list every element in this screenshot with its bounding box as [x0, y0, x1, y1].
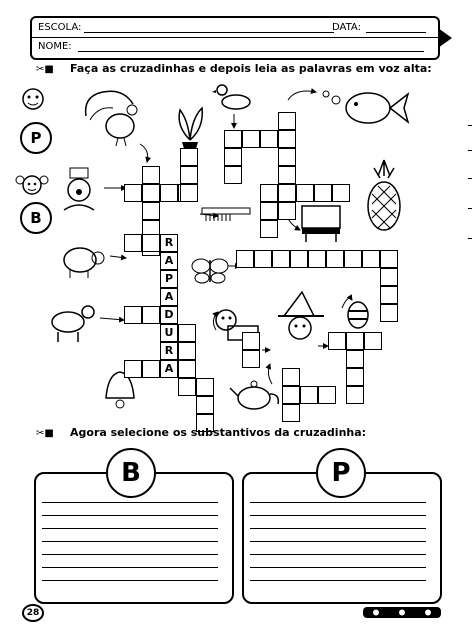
crossword-cell[interactable]: [278, 148, 296, 166]
crossword-cell[interactable]: [160, 184, 178, 202]
letter-p-circle: P: [316, 448, 366, 498]
writing-line[interactable]: [250, 541, 426, 542]
crossword-cell[interactable]: [380, 286, 398, 304]
crossword-cell[interactable]: [296, 184, 314, 202]
crossword-cell[interactable]: [278, 130, 296, 148]
crossword-cell[interactable]: [346, 386, 364, 404]
crossword-cell[interactable]: [178, 342, 196, 360]
crossword-cell[interactable]: [272, 250, 290, 268]
crossword-cell[interactable]: [178, 360, 196, 378]
crossword-cell[interactable]: [346, 332, 364, 350]
crossword-cell[interactable]: [180, 148, 198, 166]
crossword-cell[interactable]: [380, 268, 398, 286]
crossword-cell[interactable]: [282, 386, 300, 404]
crossword-cell[interactable]: [242, 130, 260, 148]
crossword-cell[interactable]: [260, 220, 278, 238]
crossword-cell[interactable]: [364, 332, 382, 350]
writing-line[interactable]: [250, 580, 426, 581]
crossword-letter-cell: R: [160, 342, 178, 360]
crossword-cell[interactable]: [344, 250, 362, 268]
school-label: ESCOLA:: [38, 22, 82, 33]
crossword-cell[interactable]: [142, 234, 160, 252]
writing-line[interactable]: [42, 554, 218, 555]
crossword-cell[interactable]: [196, 396, 214, 414]
writing-line[interactable]: [42, 541, 218, 542]
crossword-cell[interactable]: [142, 202, 160, 220]
crossword-cell[interactable]: [328, 332, 346, 350]
crossword-cell[interactable]: [318, 386, 336, 404]
writing-line[interactable]: [42, 528, 218, 529]
writing-line[interactable]: [250, 554, 426, 555]
crossword-instruction: Faça as cruzadinhas e depois leia as palavras em voz alta:: [70, 62, 432, 75]
writing-line[interactable]: [250, 528, 426, 529]
crossword-cell[interactable]: [380, 304, 398, 322]
crossword-cell[interactable]: [242, 332, 260, 350]
crossword-cell[interactable]: [124, 306, 142, 324]
crossword-letter-cell: P: [160, 270, 178, 288]
writing-line[interactable]: [250, 515, 426, 516]
crossword-cell[interactable]: [290, 250, 308, 268]
letter-b-circle: B: [106, 448, 156, 498]
writing-line[interactable]: [250, 502, 426, 503]
crossword-cell[interactable]: [124, 184, 142, 202]
scissors-icon: ✂■: [36, 428, 54, 439]
crossword-cell[interactable]: [332, 184, 350, 202]
crossword-cell[interactable]: [224, 148, 242, 166]
letter-p-badge: P: [20, 122, 52, 154]
crossword-cell[interactable]: [300, 386, 318, 404]
crossword-cell[interactable]: [278, 184, 296, 202]
crossword-cell[interactable]: [124, 360, 142, 378]
crossword-cell[interactable]: [142, 360, 160, 378]
crossword-cell[interactable]: [178, 324, 196, 342]
crossword-cell[interactable]: [260, 130, 278, 148]
crossword-cell[interactable]: [196, 378, 214, 396]
crossword-cell[interactable]: [346, 350, 364, 368]
crossword-cell[interactable]: [278, 202, 296, 220]
crossword-cell[interactable]: [180, 184, 198, 202]
crossword-cell[interactable]: [278, 112, 296, 130]
crossword-cell[interactable]: [124, 234, 142, 252]
writing-line[interactable]: [42, 580, 218, 581]
writing-line[interactable]: [250, 567, 426, 568]
writing-line[interactable]: [42, 567, 218, 568]
crossword-cell[interactable]: [142, 306, 160, 324]
crossword-cell[interactable]: [278, 166, 296, 184]
crossword-cell[interactable]: [362, 250, 380, 268]
writing-line[interactable]: [42, 515, 218, 516]
crossword-letter-cell: A: [160, 360, 178, 378]
letter-b-badge: B: [20, 202, 52, 234]
crossword-cell[interactable]: [346, 368, 364, 386]
name-label: NOME:: [38, 41, 72, 52]
crossword-cell[interactable]: [180, 166, 198, 184]
crossword-cell[interactable]: [242, 350, 260, 368]
date-label: DATA:: [332, 22, 361, 33]
crossword-cell[interactable]: [260, 202, 278, 220]
select-instruction: Agora selecione os substantivos da cruzadinha:: [70, 426, 367, 439]
crossword-cell[interactable]: [282, 368, 300, 386]
crossword-letter-cell: A: [160, 252, 178, 270]
crossword-cell[interactable]: [142, 166, 160, 184]
writing-line[interactable]: [42, 502, 218, 503]
crossword-cell[interactable]: [326, 250, 344, 268]
crossword-letter-cell: U: [160, 324, 178, 342]
crossword-letter-cell: R: [160, 234, 178, 252]
crossword-cell[interactable]: [224, 166, 242, 184]
crossword-cell[interactable]: [254, 250, 272, 268]
page-number: 28: [22, 604, 44, 622]
crossword-cell[interactable]: [308, 250, 326, 268]
crossword-cell[interactable]: [224, 130, 242, 148]
publisher-logo-icon: [362, 604, 442, 620]
crossword-cell[interactable]: [282, 404, 300, 422]
crossword-cell[interactable]: [314, 184, 332, 202]
crossword-cell[interactable]: [142, 184, 160, 202]
crossword-cell[interactable]: [236, 250, 254, 268]
crossword-letter-cell: D: [160, 306, 178, 324]
crossword-cell[interactable]: [178, 378, 196, 396]
crossword-cell[interactable]: [260, 184, 278, 202]
scissors-icon: ✂■: [36, 64, 54, 75]
crossword-cell[interactable]: [380, 250, 398, 268]
crossword-letter-cell: A: [160, 288, 178, 306]
